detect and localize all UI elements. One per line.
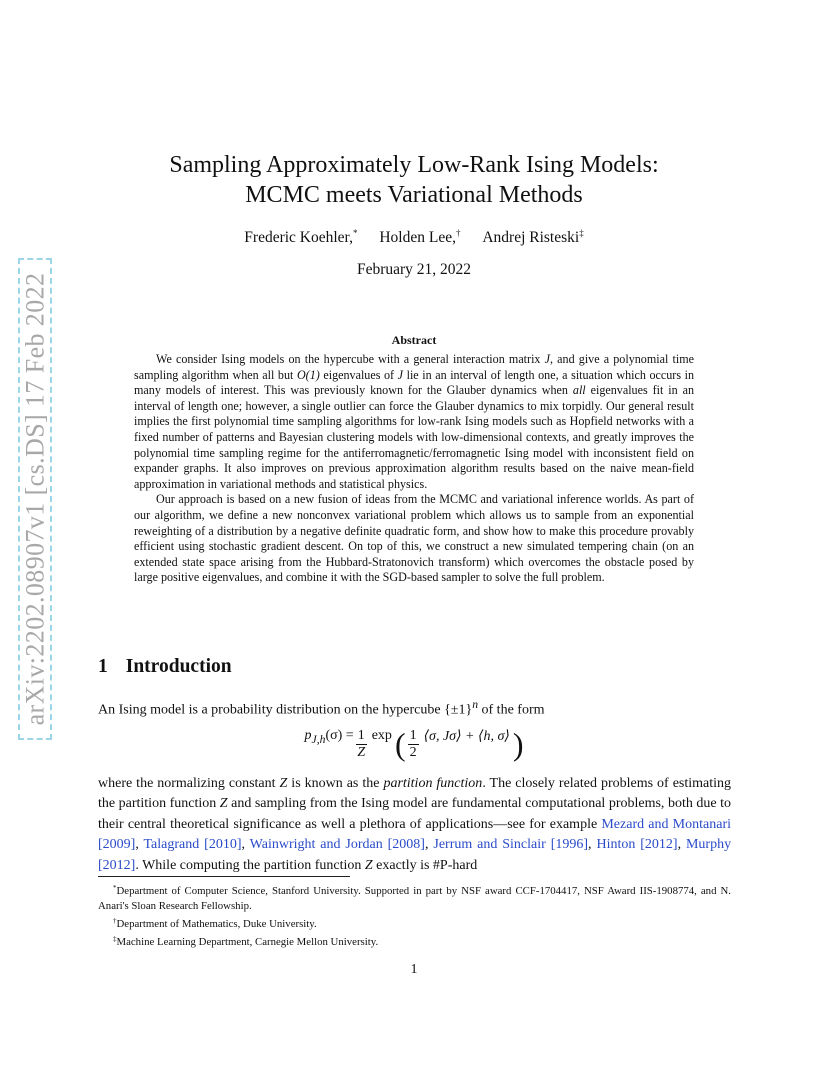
- abstract-heading: Abstract: [391, 333, 437, 347]
- author-list: [0, 228, 828, 247]
- citation-murphy[interactable]: Murphy [2012]: [98, 837, 732, 873]
- citation-mezard-montanari[interactable]: Mezard and Montanari [2009]: [98, 816, 731, 853]
- footnotes: [98, 881, 731, 950]
- footnote-2: †Department of Mathematics, Duke University.: [113, 917, 317, 930]
- footnote-divider: [98, 876, 350, 877]
- author-lee: Holden Lee,†: [379, 228, 461, 246]
- equation-fraction-1-over-z: $\frac{1}{Z}$: [357, 728, 366, 760]
- abstract-body: [134, 352, 694, 586]
- arxiv-sidebar: [18, 258, 52, 740]
- citation-talagrand[interactable]: Talagrand [2010]: [143, 837, 242, 853]
- citation-hinton[interactable]: Hinton [2012]: [596, 837, 678, 853]
- intro-sentence: An Ising model is a probability distribution on the hypercube $\{\pm 1\}^n$ of the form: [98, 698, 545, 718]
- abstract-paragraph-1: We consider Ising models on the hypercube with a general interaction matrix J, and give a polynomial time sampling algorithm when all but O(1) eigenvalues of J lie in an interval of length one, a situation which occurs in many models of interest. This was previously known for the Glauber dynamics when all eigenvalues fit in an interval of length one; however, a single outlier can force the Glauber dynamics to mix torpidly. Our general result implies the first polynomial time sampling algorithms for low-rank Ising models such as Hopfield networks with a fixed number of patterns and Bayesian clustering models with low-dimensional contexts, and greatly improves the polynomial time sampling regime for the antiferromagnetic/ferromagnetic Ising model with inconsistent field on expander graphs. It also improves on previous approximation algorithm results based on the naive mean-field approximation in variational methods and statistical physics.: [134, 352, 695, 491]
- section-heading-introduction: 1 Introduction: [98, 656, 232, 677]
- arxiv-id: arXiv:2202.08907v1 [cs.DS] 17 Feb 2022: [20, 272, 49, 726]
- equation-fraction-half: $\frac{1}{2}$: [409, 728, 417, 760]
- citation-wainwright-jordan[interactable]: Wainwright and Jordan [2008]: [249, 837, 425, 853]
- intro-paragraph: where the normalizing constant Z is known as the partition function. The closely related problems of estimating the partition function Z and sampling from the Ising model are fundamental computational problems, both due to their central theoretical significance as well a plethora of applications—see for example Mezard and Montanari [2009], Talagrand [2010], Wainwright and Jordan [2008], Jerrum and Sinclair [1996], Hinton [2012], Murphy [2012]. While computing the partition function Z exactly is #P-hard: [98, 776, 732, 873]
- title-line-1: Sampling Approximately Low-Rank Ising Models:: [169, 152, 659, 178]
- abstract-paragraph-2: Our approach is based on a new fusion of ideas from the MCMC and variational inference worlds. As part of our algorithm, we define a new nonconvex variational problem which allows us to sample from an exponential reweighting of a distribution by a negative definite quadratic form, and show how to make this procedure provably efficient using stochastic gradient descent. On top of this, we construct a new simulated tempering chain (on an extended state space arising from the Hubbard-Stratonovich transform) which overcomes the obstacle posed by large positive eigenvalues, and combine it with the SGD-based sampler to solve the full problem.: [134, 492, 694, 585]
- paper-title: [0, 150, 828, 210]
- footnote-3: ‡Machine Learning Department, Carnegie Mellon University.: [113, 935, 379, 948]
- page-number: 1: [410, 962, 418, 977]
- title-line-2: MCMC meets Variational Methods: [245, 182, 583, 208]
- paper-date: February 21, 2022: [356, 261, 472, 278]
- footnote-1: *Department of Computer Science, Stanford University. Supported in part by NSF award CCF-1704417, NSF Award IIS-1908774, and N. Anari's Sloan Research Fellowship.: [98, 884, 731, 912]
- author-risteski: Andrej Risteski‡: [482, 228, 584, 246]
- citation-jerrum-sinclair[interactable]: Jerrum and Sinclair [1996]: [433, 837, 589, 853]
- author-koehler: Frederic Koehler,*: [244, 228, 358, 246]
- ising-equation: $p_{J,h}(\sigma)$ = $\frac{1}{Z}$ exp ( $\frac{1}{2}$ ⟨σ, Jσ⟩ + ⟨h, σ⟩ ): [304, 726, 524, 762]
